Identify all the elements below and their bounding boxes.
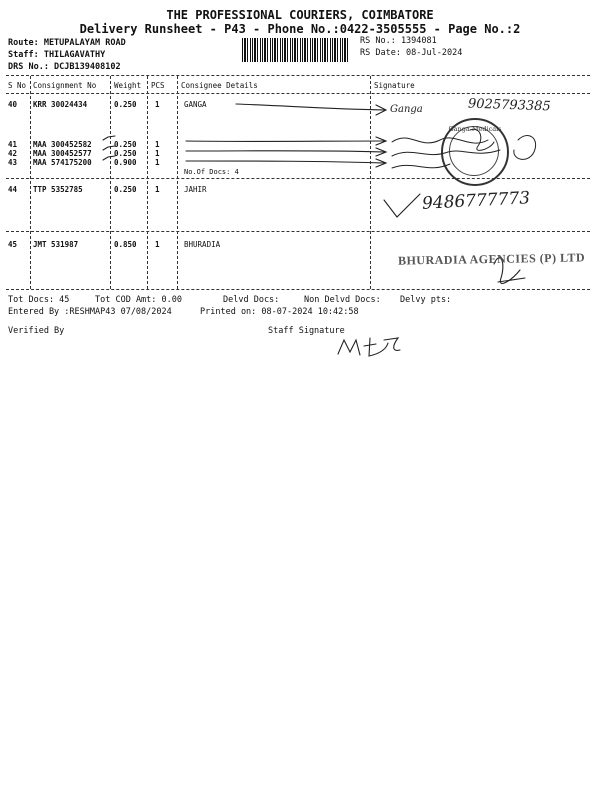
cell-sno: 40: [8, 100, 18, 109]
cell-sno: 44: [8, 185, 18, 194]
handwritten-phone: 9486777773: [421, 188, 531, 214]
runsheet-title: Delivery Runsheet - P43 - Phone No.:0422-3505555 - Page No.:2: [79, 22, 521, 36]
header-weight: Weight: [114, 81, 142, 90]
rs-number: RS No.: 1394081: [360, 36, 437, 46]
cell-sno: 43: [8, 158, 18, 167]
cell-pcs: 1: [155, 158, 160, 167]
cell-weight: 0.250: [114, 185, 137, 194]
header-sno: S No: [8, 81, 27, 90]
route-label: Route: METUPALAYAM ROAD: [8, 38, 126, 48]
entered-by: Entered By :RESHMAP43 07/08/2024: [8, 307, 172, 317]
handwritten-name: Ganga: [390, 104, 423, 115]
cell-weight: 0.250: [114, 100, 137, 109]
company-title: THE PROFESSIONAL COURIERS, COIMBATORE: [166, 8, 434, 22]
delivered-docs: Delvd Docs:: [223, 295, 280, 305]
header-consignment: Consignment No: [33, 81, 97, 90]
cell-sno: 41: [8, 140, 18, 149]
delivery-points: Delvy pts:: [400, 295, 452, 305]
cell-consignment: MAA 300452577: [33, 149, 92, 158]
header-signature: Signature: [374, 81, 415, 90]
rs-date: RS Date: 08-Jul-2024: [360, 48, 463, 58]
cell-pcs: 1: [155, 100, 160, 109]
drs-number: DRS No.: DCJB139408102: [8, 62, 121, 72]
cell-weight: 0.250: [114, 140, 137, 149]
company-stamp: BHURADIA AGENCIES (P) LTD: [397, 250, 586, 268]
cell-consignee: JAHIR: [184, 185, 207, 194]
cell-consignment: JMT 531987: [33, 240, 79, 249]
header-consignee: Consignee Details: [181, 81, 258, 90]
staff-signature-label: Staff Signature: [268, 326, 345, 336]
header-pcs: PCS: [151, 81, 165, 90]
cell-sno: 42: [8, 149, 18, 158]
non-delivered-docs: Non Delvd Docs:: [304, 295, 381, 305]
cell-consignee: GANGA: [184, 100, 207, 109]
handwritten-phone: 9025793385: [467, 96, 551, 115]
cell-consignment: MAA 300452582: [33, 140, 92, 149]
cell-consignment: MAA 574175200: [33, 158, 92, 167]
group-doc-count: No.Of Docs: 4: [184, 168, 239, 176]
stamp-ring-text: Ganga Medicals: [448, 125, 502, 133]
cell-consignee: BHURADIA: [184, 240, 221, 249]
cell-sno: 45: [8, 240, 18, 249]
total-docs: Tot Docs: 45: [8, 295, 70, 305]
verified-by: Verified By: [8, 326, 65, 336]
cell-pcs: 1: [155, 240, 160, 249]
staff-label: Staff: THILAGAVATHY: [8, 50, 106, 60]
cell-consignment: KRR 30024434: [33, 100, 88, 109]
cell-weight: 0.850: [114, 240, 137, 249]
cell-consignment: TTP 5352785: [33, 185, 83, 194]
cell-pcs: 1: [155, 140, 160, 149]
total-cod: Tot COD Amt: 0.00: [95, 295, 182, 305]
printed-on: Printed on: 08-07-2024 10:42:58: [200, 307, 359, 317]
cell-weight: 0.250: [114, 149, 137, 158]
cell-pcs: 1: [155, 149, 160, 158]
cell-weight: 0.900: [114, 158, 137, 167]
cell-pcs: 1: [155, 185, 160, 194]
